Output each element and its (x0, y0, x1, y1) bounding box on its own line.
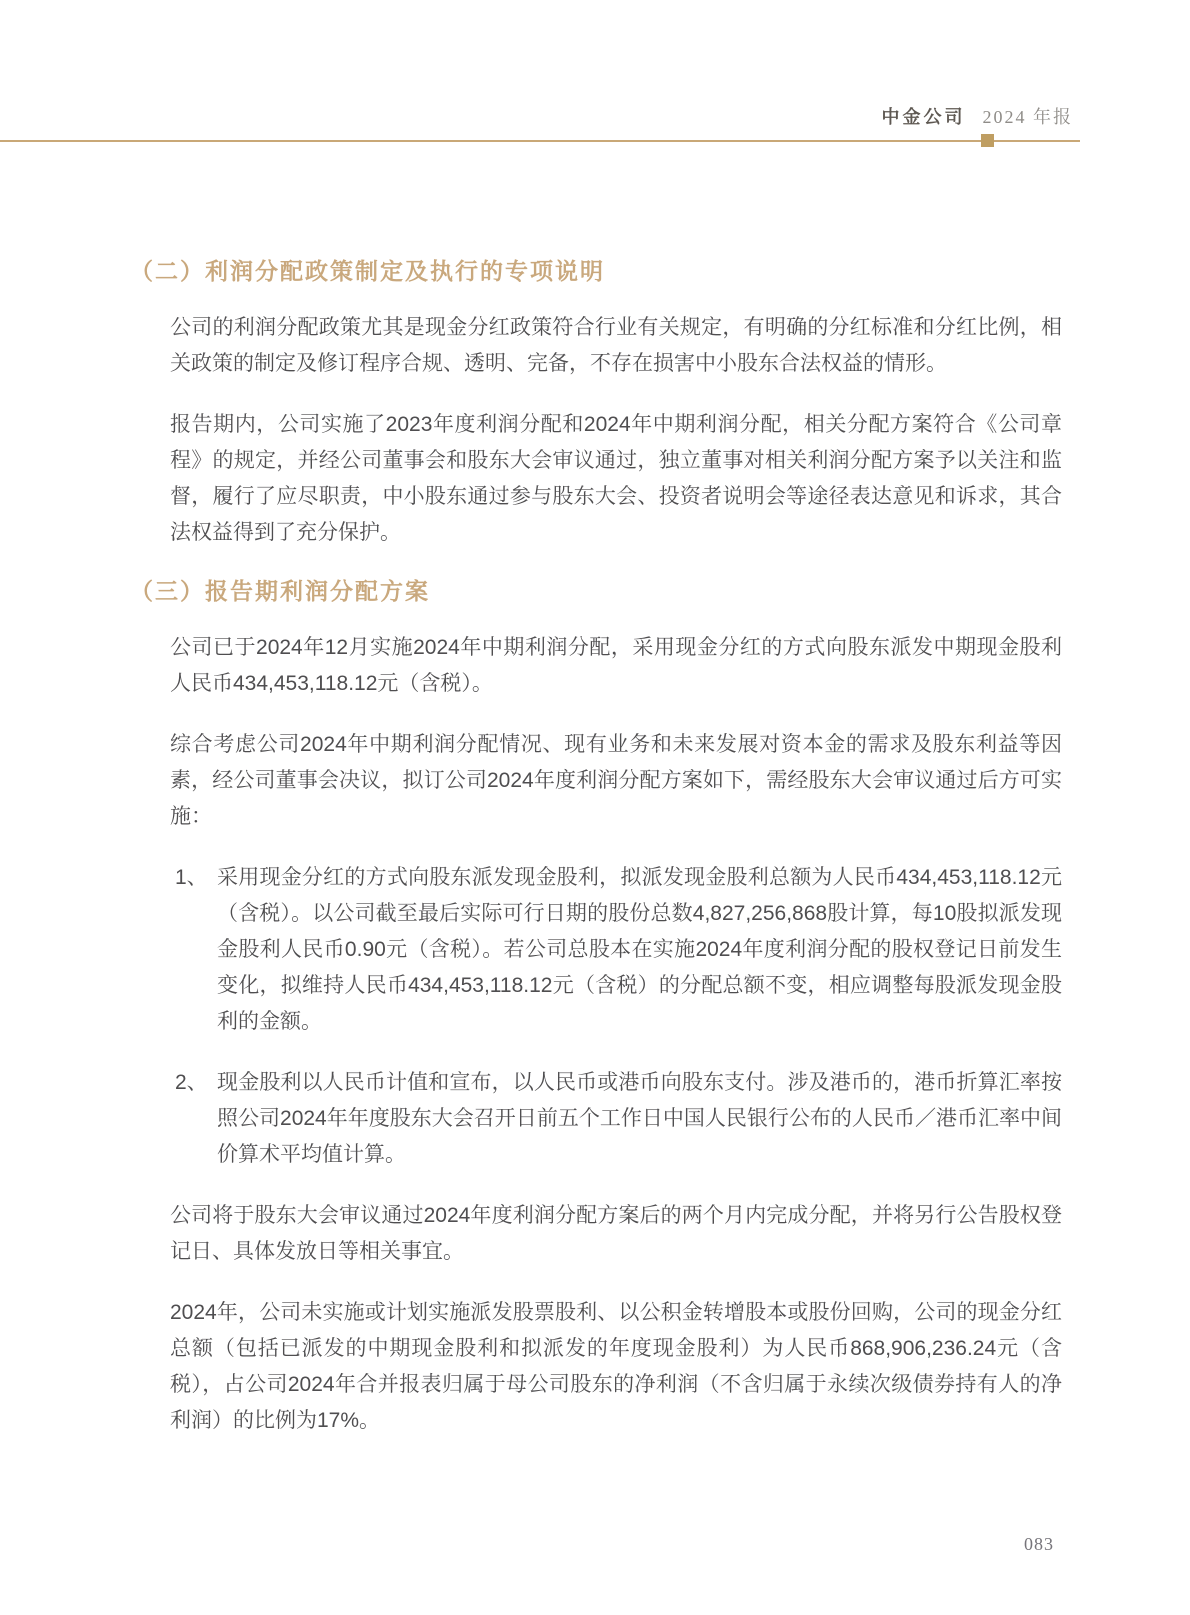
list-item-text: 采用现金分红的方式向股东派发现金股利，拟派发现金股利总额为人民币434,453,118.12元（含税）。以公司截至最后实际可行日期的股份总数4,827,256,868股计算，每10股拟派发现金股利人民币0.90元（含税）。若公司总股本在实施2024年度利润分配的股权登记日前发生变化，拟维持人民币434,453,118.12元（含税）的分配总额不变，相应调整每股派发现金股利的金额。 (217, 866, 1062, 1033)
list-item (170, 1065, 1062, 1173)
report-edition: 2024 年报 (982, 107, 1073, 127)
list-item-marker: 2、 (175, 1071, 208, 1094)
paragraph: 公司的利润分配政策尤其是现金分红政策符合行业有关规定，有明确的分红标准和分红比例，相关政策的制定及修订程序合规、透明、完备，不存在损害中小股东合法权益的情形。 (170, 316, 1062, 375)
list-item-marker: 1、 (175, 866, 208, 889)
section-heading: （二）利润分配政策制定及执行的专项说明 (130, 258, 605, 284)
list-item-text: 现金股利以人民币计值和宣布，以人民币或港币向股东支付。涉及港币的，港币折算汇率按照公司2024年年度股东大会召开日前五个工作日中国人民银行公布的人民币／港币汇率中间价算术平均值计算。 (217, 1071, 1062, 1166)
list-item (170, 860, 1062, 1040)
paragraph: 报告期内，公司实施了2023年度利润分配和2024年中期利润分配，相关分配方案符合《公司章程》的规定，并经公司董事会和股东大会审议通过，独立董事对相关利润分配方案予以关注和监督，履行了应尽职责，中小股东通过参与股东大会、投资者说明会等途径表达意见和诉求，其合法权益得到了充分保护。 (170, 413, 1062, 544)
paragraph: 2024年，公司未实施或计划实施派发股票股利、以公积金转增股本或股份回购，公司的现金分红总额（包括已派发的中期现金股利和拟派发的年度现金股利）为人民币868,906,236.24元（含税），占公司2024年合并报表归属于母公司股东的净利润（不含归属于永续次级债券持有人的净利润）的比例为17%。 (170, 1301, 1062, 1432)
page-number: 083 (1024, 1534, 1054, 1554)
gold-square-icon (981, 134, 994, 147)
section-heading: （三）报告期利润分配方案 (130, 578, 430, 604)
report-section (130, 576, 1062, 1439)
report-section (130, 256, 1062, 551)
page-header (882, 103, 1074, 129)
header-rule (0, 140, 1080, 142)
paragraph: 公司将于股东大会审议通过2024年度利润分配方案后的两个月内完成分配，并将另行公告股权登记日、具体发放日等相关事宜。 (170, 1204, 1062, 1263)
company-name: 中金公司 (881, 107, 966, 127)
content (130, 256, 1062, 1464)
paragraph: 公司已于2024年12月实施2024年中期利润分配，采用现金分红的方式向股东派发中期现金股利人民币434,453,118.12元（含税）。 (170, 636, 1062, 695)
paragraph: 综合考虑公司2024年中期利润分配情况、现有业务和未来发展对资本金的需求及股东利益等因素，经公司董事会决议，拟订公司2024年度利润分配方案如下，需经股东大会审议通过后方可实施： (170, 733, 1062, 828)
